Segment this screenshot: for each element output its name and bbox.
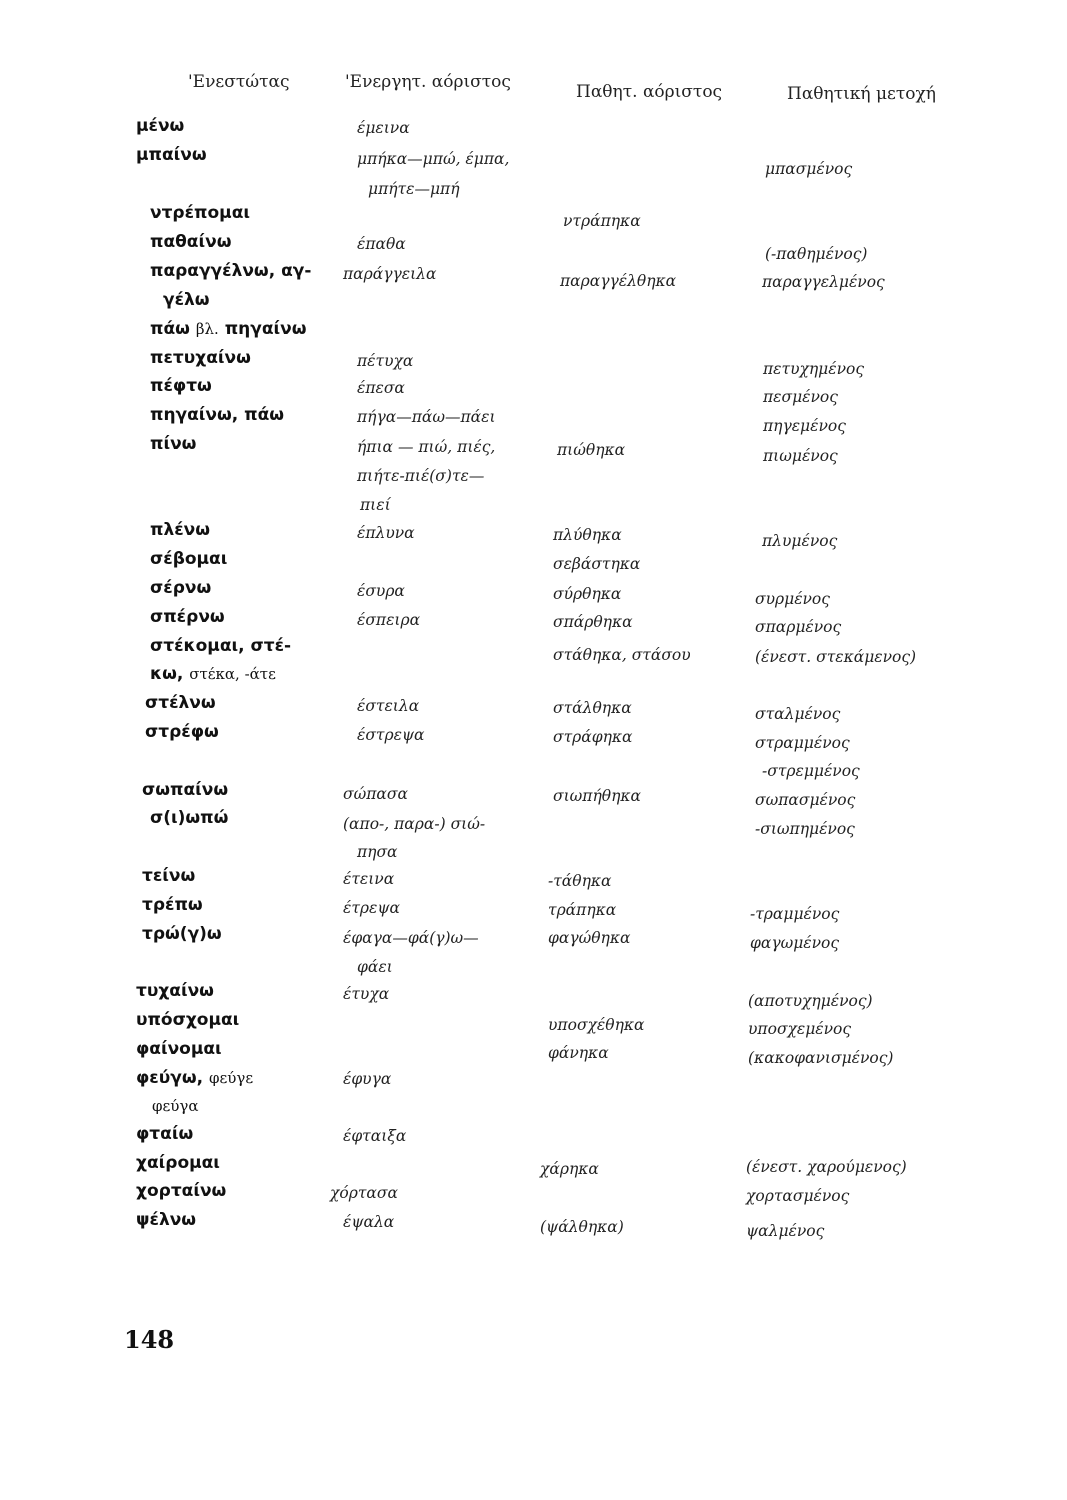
verb-passive-participle-variant: -στρεμμένος: [762, 762, 860, 780]
verb-variant: φεύγα: [152, 1097, 199, 1115]
verb-passive-aorist: στάθηκα, στάσου: [553, 646, 691, 664]
verb-present: ντρέπομαι: [150, 203, 250, 223]
verb-passive-aorist: (ψάλθηκα): [540, 1218, 624, 1236]
verb-present: υπόσχομαι: [136, 1010, 240, 1030]
verb-present: στέκομαι, στέ-: [150, 636, 292, 656]
verb-present: σέρνω: [150, 578, 212, 598]
header-passive-aorist: Παθητ. αόριστος: [576, 82, 723, 102]
header-active-aorist: 'Ενεργητ. αόριστος: [345, 72, 511, 92]
verb-passive-aorist: σύρθηκα: [553, 585, 622, 603]
verb-passive-aorist: υποσχέθηκα: [548, 1016, 645, 1034]
verb-passive-participle: σπαρμένος: [755, 618, 842, 636]
verb-present: στρέφω: [145, 722, 219, 742]
verb-passive-participle: (κακοφανισμένος): [748, 1049, 894, 1067]
verb-present: σωπαίνω: [142, 780, 229, 800]
verb-passive-participle: συρμένος: [755, 590, 830, 608]
verb-passive-participle: (-παθημένος): [765, 245, 868, 263]
verb-present: τείνω: [142, 866, 196, 886]
verb-present: πηγαίνω, πάω: [150, 405, 285, 425]
verb-passive-aorist: στάλθηκα: [553, 699, 632, 717]
verb-variant: φεύγε: [208, 1069, 254, 1087]
verb-active-aorist: έφυγα: [343, 1070, 392, 1088]
verb-passive-aorist: πλύθηκα: [553, 526, 622, 544]
verb-present: πίνω: [150, 434, 197, 454]
verb-active-aorist-cont: πιήτε-πιέ(σ)τε—: [357, 467, 485, 485]
verb-present: σ(ι)ωπώ: [150, 808, 229, 828]
verb-active-aorist: έπεσα: [357, 379, 405, 397]
verb-active-aorist: έσπειρα: [357, 611, 421, 629]
header-passive-participle: Παθητική μετοχή: [787, 84, 936, 104]
verb-present: [150, 319, 307, 339]
verb-present: παραγγέλνω, αγ-: [150, 261, 312, 281]
verb-active-aorist: έτρεψα: [343, 899, 400, 917]
verb-word: κω,: [150, 664, 184, 684]
verb-passive-aorist: ντράπηκα: [563, 212, 641, 230]
verb-passive-participle: σταλμένος: [755, 705, 841, 723]
verb-word: φεύγω,: [136, 1068, 204, 1088]
verb-active-aorist-cont: πησα: [357, 843, 398, 861]
verb-active-aorist: έπλυνα: [357, 524, 415, 542]
verb-present: τρέπω: [142, 895, 203, 915]
verb-active-aorist-cont: πιεί: [360, 496, 391, 514]
verb-passive-aorist: στράφηκα: [553, 728, 633, 746]
verb-present: τρώ(γ)ω: [142, 924, 222, 944]
verb-reference: πηγαίνω: [224, 319, 307, 339]
verb-present: σέβομαι: [150, 549, 228, 569]
verb-active-aorist: πέτυχα: [357, 352, 414, 370]
verb-passive-aorist: πιώθηκα: [557, 441, 626, 459]
verb-passive-participle: ψαλμένος: [746, 1222, 825, 1240]
verb-passive-participle: πετυχημένος: [763, 360, 865, 378]
verb-passive-aorist: σπάρθηκα: [553, 613, 633, 631]
verb-passive-aorist: -τάθηκα: [548, 872, 612, 890]
verb-active-aorist: έψαλα: [343, 1213, 395, 1231]
verb-present: φαίνομαι: [136, 1039, 222, 1059]
verb-active-aorist: έστειλα: [357, 697, 420, 715]
verb-present: χαίρομαι: [136, 1153, 220, 1173]
header-present: 'Ενεστώτας: [188, 72, 290, 92]
verb-passive-aorist: φαγώθηκα: [548, 929, 631, 947]
page-number: 148: [124, 1325, 175, 1354]
verb-word: πάω: [150, 319, 190, 339]
verb-active-aorist: (απο-, παρα-) σιώ-: [343, 815, 486, 833]
see-reference: βλ.: [195, 320, 219, 338]
verb-passive-participle: πεσμένος: [763, 388, 838, 406]
verb-passive-aorist: σεβάστηκα: [553, 555, 641, 573]
verb-passive-aorist: τράπηκα: [548, 901, 617, 919]
verb-active-aorist: μπήκα—μπώ, έμπα,: [357, 150, 510, 168]
verb-present: μένω: [136, 116, 185, 136]
verb-passive-participle: πλυμένος: [762, 532, 838, 550]
verb-present-cont: [150, 664, 276, 684]
verb-passive-participle: (ένεστ. χαρούμενος): [746, 1158, 907, 1176]
verb-variant: στέκα, -άτε: [189, 665, 276, 683]
verb-active-aorist: έσυρα: [357, 582, 405, 600]
verb-present: μπαίνω: [136, 145, 207, 165]
verb-active-aorist: έμεινα: [357, 119, 410, 137]
verb-passive-participle: παραγγελμένος: [762, 273, 885, 291]
verb-active-aorist: έτεινα: [343, 870, 395, 888]
verb-present: [136, 1068, 253, 1088]
verb-passive-aorist: φάνηκα: [548, 1044, 609, 1062]
verb-present: χορταίνω: [136, 1181, 227, 1201]
verb-present-cont: [152, 1096, 199, 1116]
verb-active-aorist-cont: φάει: [357, 958, 393, 976]
verb-passive-participle: πηγεμένος: [763, 417, 846, 435]
verb-active-aorist: έφαγα—φά(γ)ω—: [343, 929, 479, 947]
verb-present: παθαίνω: [150, 232, 232, 252]
verb-active-aorist-cont: μπήτε—μπή: [368, 180, 460, 198]
verb-present: ψέλνω: [136, 1210, 197, 1230]
verb-active-aorist: έπαθα: [357, 235, 406, 253]
verb-active-aorist: πήγα—πάω—πάει: [357, 408, 496, 426]
verb-passive-participle: (ένεστ. στεκάμενος): [755, 648, 917, 666]
verb-passive-aorist: σιωπήθηκα: [553, 787, 642, 805]
verb-active-aorist: ήπια — πιώ, πιές,: [357, 438, 496, 456]
verb-passive-participle: στραμμένος: [755, 734, 850, 752]
verb-present-cont: γέλω: [163, 290, 210, 310]
verb-present: πλένω: [150, 520, 211, 540]
verb-present: πετυχαίνω: [150, 348, 251, 368]
verb-present: φταίω: [136, 1124, 194, 1144]
verb-passive-participle: (αποτυχημένος): [748, 992, 873, 1010]
verb-passive-participle: σωπασμένος: [755, 791, 856, 809]
verb-passive-aorist: χάρηκα: [540, 1160, 599, 1178]
verb-active-aorist: σώπασα: [343, 785, 408, 803]
verb-passive-participle: φαγωμένος: [750, 934, 840, 952]
verb-passive-participle: μπασμένος: [765, 160, 853, 178]
verb-passive-participle: υποσχεμένος: [748, 1020, 852, 1038]
verb-passive-aorist: παραγγέλθηκα: [560, 272, 677, 290]
verb-present: στέλνω: [145, 693, 216, 713]
verb-passive-participle: χορτασμένος: [746, 1187, 850, 1205]
verb-active-aorist: έτυχα: [343, 985, 390, 1003]
verb-passive-participle: -τραμμένος: [750, 905, 840, 923]
verb-present: σπέρνω: [150, 607, 225, 627]
verb-active-aorist: έφταιξα: [343, 1127, 407, 1145]
verb-present: τυχαίνω: [136, 981, 214, 1001]
verb-active-aorist: έστρεψα: [357, 726, 425, 744]
verb-passive-participle: -σιωπημένος: [755, 820, 855, 838]
verb-active-aorist: χόρτασα: [330, 1184, 398, 1202]
verb-present: πέφτω: [150, 376, 212, 396]
verb-passive-participle: πιωμένος: [763, 447, 838, 465]
verb-active-aorist: παράγγειλα: [343, 265, 437, 283]
